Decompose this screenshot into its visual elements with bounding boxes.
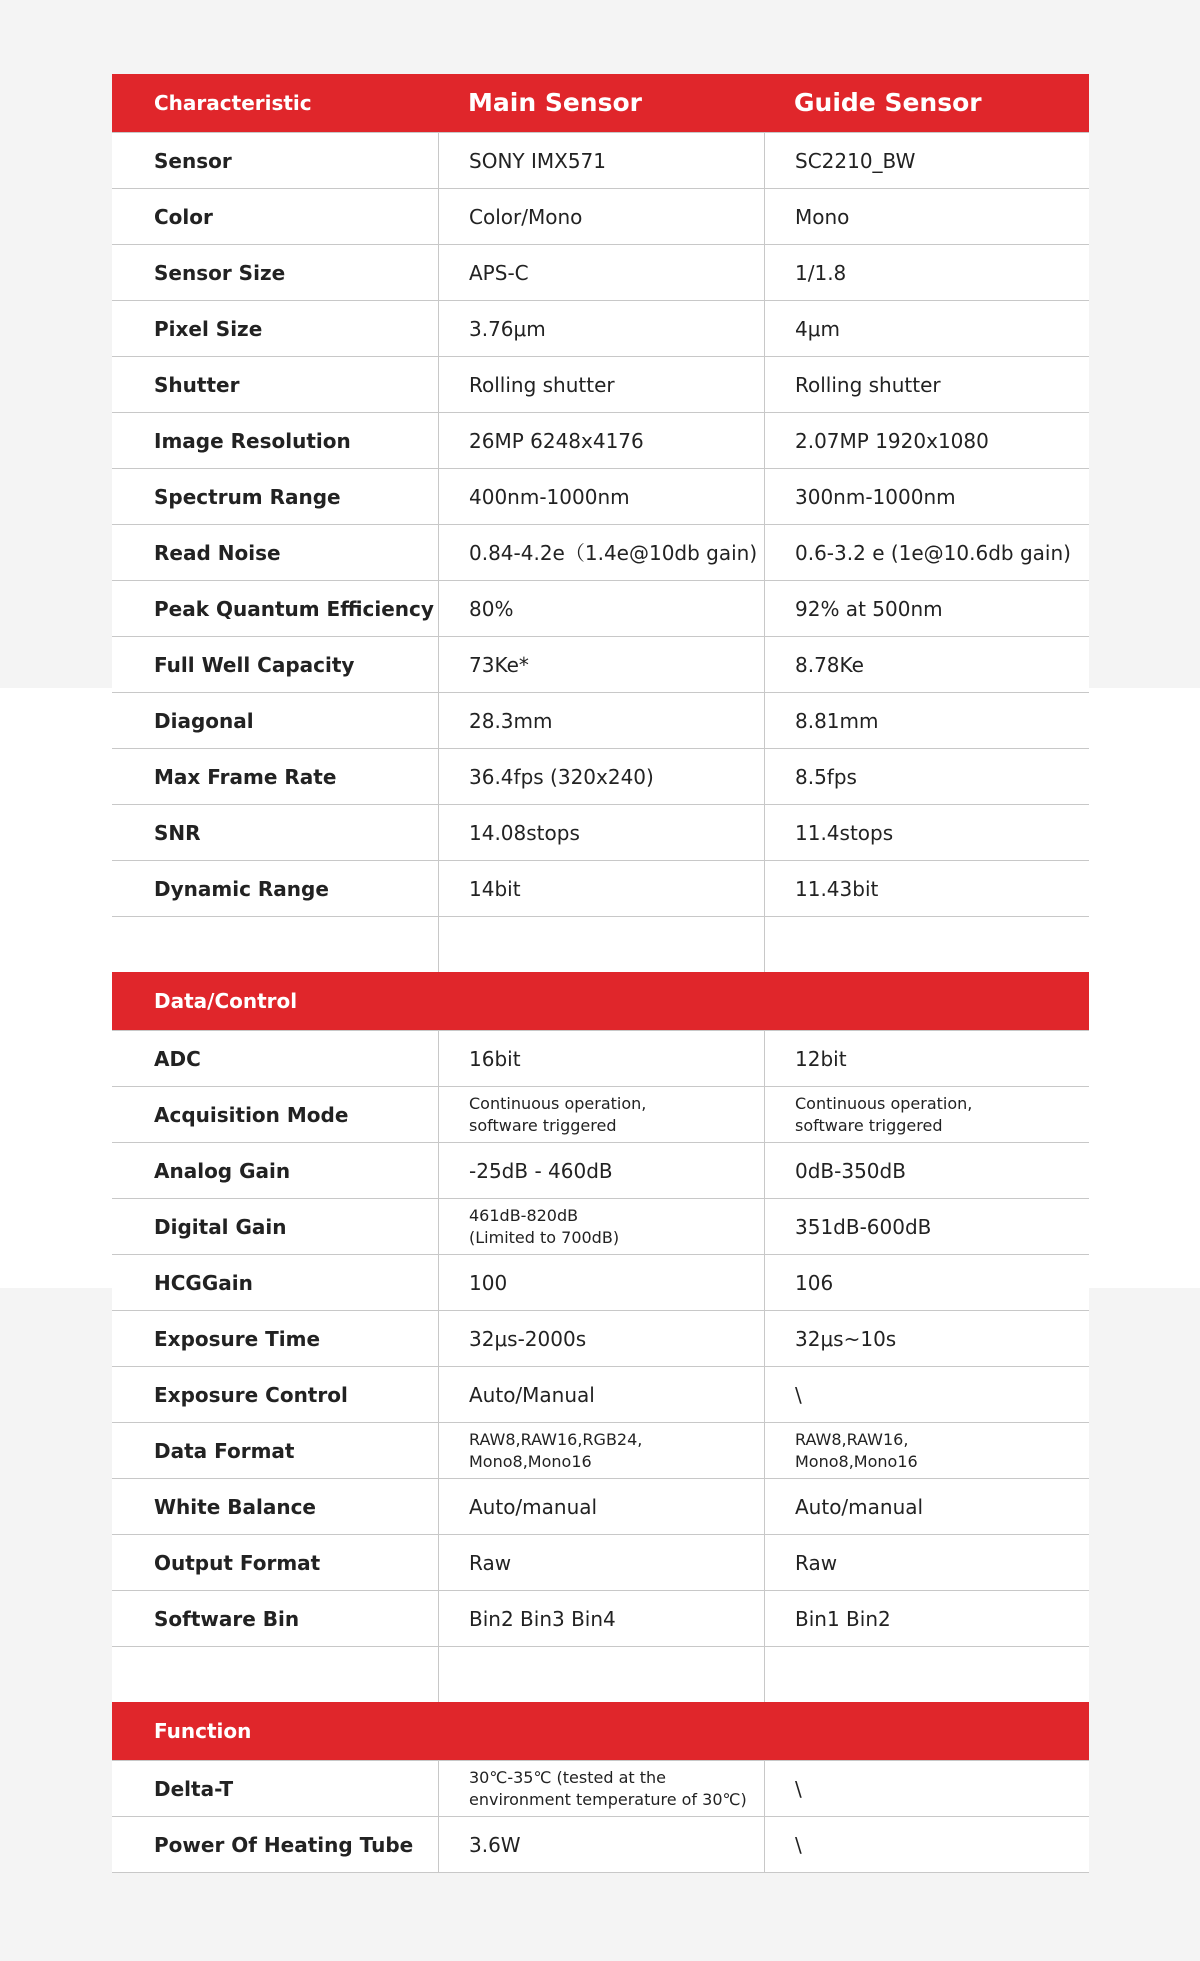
guide-value: 1/1.8: [764, 245, 1089, 300]
guide-value: \: [764, 1367, 1089, 1422]
table-row: [112, 1366, 1089, 1422]
row-label: Digital Gain: [154, 1214, 287, 1239]
table-row: [112, 1198, 1089, 1254]
row-label: Software Bin: [154, 1606, 300, 1631]
table-row: [112, 804, 1089, 860]
guide-value: 8.81mm: [764, 693, 1089, 748]
guide-value: RAW8,RAW16, Mono8,Mono16: [764, 1423, 1089, 1478]
main-value: APS-C: [438, 245, 764, 300]
table-row: [112, 1422, 1089, 1478]
guide-value: SC2210_BW: [764, 133, 1089, 188]
guide-value: 0dB-350dB: [764, 1143, 1089, 1198]
table-row: [112, 300, 1089, 356]
main-value: 14bit: [438, 861, 764, 916]
blank-row: [112, 1646, 1089, 1702]
main-value: 26MP 6248x4176: [438, 413, 764, 468]
guide-value: Rolling shutter: [764, 357, 1089, 412]
main-value: 73Ke*: [438, 637, 764, 692]
row-label: Spectrum Range: [154, 484, 341, 509]
table-row: [112, 860, 1089, 916]
guide-value: Bin1 Bin2: [764, 1591, 1089, 1646]
blank-cell: [764, 1647, 1089, 1702]
guide-value: 106: [764, 1255, 1089, 1310]
guide-value: 32μs~10s: [764, 1311, 1089, 1366]
guide-value: 351dB-600dB: [764, 1199, 1089, 1254]
row-label: Acquisition Mode: [154, 1102, 349, 1127]
table-row: [112, 1086, 1089, 1142]
row-label: Max Frame Rate: [154, 764, 337, 789]
header-main-sensor: Main Sensor: [468, 87, 642, 117]
row-label: Color: [154, 204, 213, 229]
table-row: [112, 580, 1089, 636]
main-value: 36.4fps (320x240): [438, 749, 764, 804]
blank-cell: [112, 917, 438, 972]
guide-value: Continuous operation, software triggered: [764, 1087, 1089, 1142]
main-value: 400nm-1000nm: [438, 469, 764, 524]
main-value: -25dB - 460dB: [438, 1143, 764, 1198]
main-value: Auto/Manual: [438, 1367, 764, 1422]
table-row: [112, 356, 1089, 412]
main-value: 461dB-820dB (Limited to 700dB): [438, 1199, 764, 1254]
table-row: [112, 412, 1089, 468]
row-label: Diagonal: [154, 708, 254, 733]
spec-table: [112, 74, 1089, 1873]
blank-cell: [438, 917, 764, 972]
table-row: [112, 1030, 1089, 1086]
blank-row: [112, 916, 1089, 972]
main-value: 0.84-4.2e（1.4e@10db gain): [438, 525, 764, 580]
row-label: SNR: [154, 820, 201, 845]
row-label: Exposure Time: [154, 1326, 321, 1351]
table-row: [112, 468, 1089, 524]
guide-value: \: [764, 1761, 1089, 1816]
main-value: Bin2 Bin3 Bin4: [438, 1591, 764, 1646]
main-value: 28.3mm: [438, 693, 764, 748]
table-row: [112, 636, 1089, 692]
main-value: SONY IMX571: [438, 133, 764, 188]
guide-value: 11.4stops: [764, 805, 1089, 860]
guide-value: 2.07MP 1920x1080: [764, 413, 1089, 468]
main-value: Continuous operation, software triggered: [438, 1087, 764, 1142]
blank-cell: [438, 1647, 764, 1702]
guide-value: 0.6-3.2 e (1e@10.6db gain): [764, 525, 1089, 580]
main-value: RAW8,RAW16,RGB24, Mono8,Mono16: [438, 1423, 764, 1478]
row-label: Analog Gain: [154, 1158, 291, 1183]
section-title: Function: [154, 1719, 252, 1743]
table-row: [112, 132, 1089, 188]
blank-cell: [764, 917, 1089, 972]
guide-value: 92% at 500nm: [764, 581, 1089, 636]
guide-value: 8.5fps: [764, 749, 1089, 804]
table-header: [112, 74, 1089, 132]
row-label: Read Noise: [154, 540, 281, 565]
table-row: [112, 1534, 1089, 1590]
main-value: 14.08stops: [438, 805, 764, 860]
row-label: Full Well Capacity: [154, 652, 355, 677]
main-value: 3.6W: [438, 1817, 764, 1872]
main-value: 100: [438, 1255, 764, 1310]
row-label: Output Format: [154, 1550, 321, 1575]
table-row: [112, 748, 1089, 804]
main-value: Rolling shutter: [438, 357, 764, 412]
guide-value: \: [764, 1817, 1089, 1872]
section-title: Data/Control: [154, 989, 298, 1013]
table-row: [112, 1142, 1089, 1198]
row-label: Exposure Control: [154, 1382, 348, 1407]
table-row: [112, 1760, 1089, 1816]
table-row: [112, 1478, 1089, 1534]
guide-value: 12bit: [764, 1031, 1089, 1086]
guide-value: Raw: [764, 1535, 1089, 1590]
table-row: [112, 524, 1089, 580]
table-row: [112, 692, 1089, 748]
table-row: [112, 1310, 1089, 1366]
table-row: [112, 1590, 1089, 1646]
row-label: Dynamic Range: [154, 876, 329, 901]
guide-value: 4μm: [764, 301, 1089, 356]
main-value: 3.76μm: [438, 301, 764, 356]
main-value: Color/Mono: [438, 189, 764, 244]
header-characteristic: Characteristic: [154, 91, 312, 115]
row-label: Image Resolution: [154, 428, 351, 453]
table-row: [112, 1816, 1089, 1872]
guide-value: 11.43bit: [764, 861, 1089, 916]
header-guide-sensor: Guide Sensor: [794, 87, 982, 117]
row-label: Data Format: [154, 1438, 295, 1463]
main-value: 32μs-2000s: [438, 1311, 764, 1366]
blank-cell: [112, 1647, 438, 1702]
row-label: Peak Quantum Efficiency: [154, 596, 434, 621]
section-header-data-control: [112, 972, 1089, 1030]
guide-value: Auto/manual: [764, 1479, 1089, 1534]
main-value: Auto/manual: [438, 1479, 764, 1534]
guide-value: Mono: [764, 189, 1089, 244]
guide-value: 8.78Ke: [764, 637, 1089, 692]
row-label: HCGGain: [154, 1270, 253, 1295]
row-label: Delta-T: [154, 1776, 234, 1801]
row-label: Power Of Heating Tube: [154, 1832, 414, 1857]
row-label: Shutter: [154, 372, 240, 397]
row-label: ADC: [154, 1046, 201, 1071]
table-row: [112, 188, 1089, 244]
table-row: [112, 244, 1089, 300]
table-row: [112, 1254, 1089, 1310]
section-header-function: [112, 1702, 1089, 1760]
row-label: Sensor: [154, 148, 232, 173]
main-value: Raw: [438, 1535, 764, 1590]
main-value: 30℃-35℃ (tested at the environment temperature of 30℃): [438, 1761, 764, 1816]
row-label: Sensor Size: [154, 260, 286, 285]
row-label: Pixel Size: [154, 316, 263, 341]
main-value: 80%: [438, 581, 764, 636]
guide-value: 300nm-1000nm: [764, 469, 1089, 524]
row-label: White Balance: [154, 1494, 316, 1519]
main-value: 16bit: [438, 1031, 764, 1086]
